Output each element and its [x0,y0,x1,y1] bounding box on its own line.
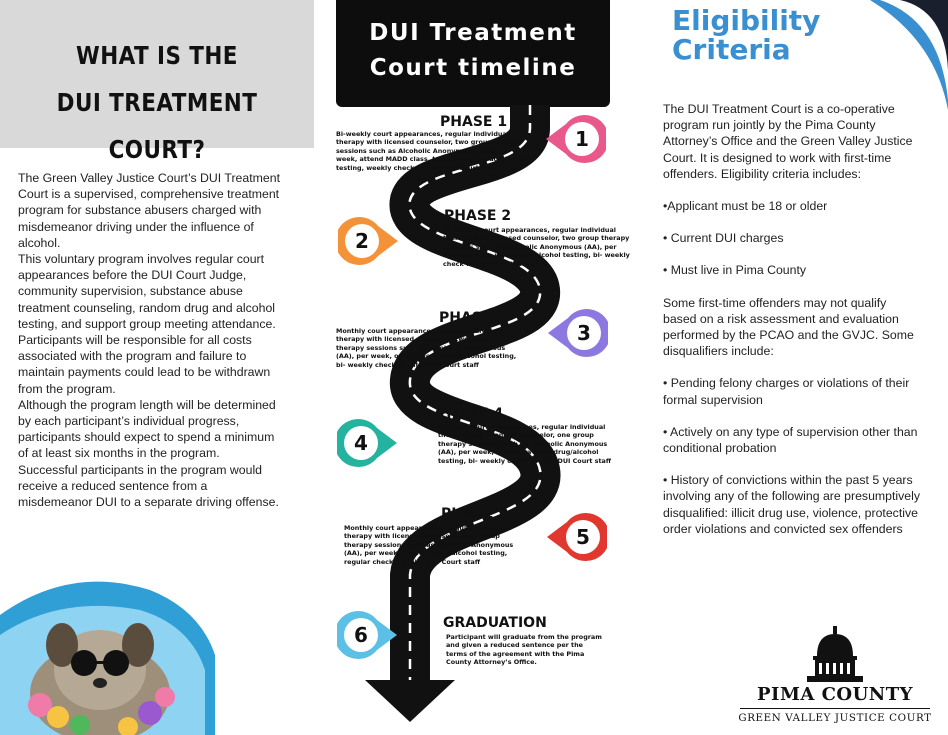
phase-5-title: PHASE 5 [441,506,509,522]
phase-1-marker-icon [544,112,606,166]
left-paragraph: Participants will be responsible for all costs associated with the program and failure to maintain payments could lead to be withdrawn from the program. [18,333,271,396]
timeline-title-line2: Court timeline [369,55,577,81]
phase-2-number: 2 [355,229,369,253]
corner-decoration [860,0,948,110]
phase-3-marker-icon [546,306,608,360]
left-paragraph: Successful participants in the program would receive a reduced sentence from a misdemeanor DUI to a separate driving offense. [18,462,279,510]
left-paragraph: Although the program length will be determined by each participant’s individual progress, participants should expect to spend a minimum of at least six months in the program. [18,397,276,461]
phase-3-number: 3 [577,321,591,345]
phase-3-description: Monthly court appearances, regular individual therapy with licensed counselor, two group therapy sessions such as Alcoholic Anonymous (AA), per week, once a week drug/alcohol testing, bi- weekly check-in with DUI Court staff [336,327,517,369]
left-paragraph: The Green Valley Justice Court’s DUI Treatment Court is a supervised, comprehensive treatment program for substance abusers charged with misdemeanor driving under the influence of alcohol. [18,171,280,250]
eligibility-paragraph: The DUI Treatment Court is a co-operative program run jointly by the Pima County Attorney’s Office and the Green Valley Justice Court. It is designed to work with first-time offenders. Eligibility criteria includes: [663,102,913,181]
disqualifier-intro: Some first-time offenders may not qualify based on a risk assessment and evaluation performed by the PCAO and the GVJC. Some disqualifiers include: [663,295,914,359]
eligibility-title-line1: Eligibility [672,4,821,37]
left-heading-line2: DUI TREATMENT COURT? [56,88,258,164]
courthouse-dome-icon [805,626,865,684]
phase-3-title: PHASE 3 [439,310,507,326]
phase-5-marker-icon [545,510,607,564]
phase-2-marker-icon [338,214,400,268]
eligibility-title [672,6,820,64]
phase-4-title: PHASE 4 [436,406,504,422]
disqualifier-item: • Pending felony charges or violations of their formal supervision [663,376,910,407]
eligibility-item: • Must live in Pima County [663,263,807,278]
phase-1-description: Bi-weekly court appearances, regular individual therapy with licensed counselor, two group therapy sessions such as Alcoholic Anonymous (AA), per week, attend MADD class, twice a week drug/alcohol testing, weekly check-in with DUI Court staff [336,130,527,172]
phase-2-title: PHASE 2 [444,208,512,224]
left-paragraph: This voluntary program involves regular court appearances before the DUI Court Judge, community supervision, substance abuse treatment counseling, random drug and alcohol testing, and support group meeting attendance. [18,252,276,331]
eligibility-item: •Applicant must be 18 or older [663,199,828,214]
timeline-title-line1: DUI Treatment [369,20,577,46]
graduation-number: 6 [354,623,368,647]
phase-5-description: Monthly court appearances, regular individual therapy with licensed counselor, one group therapy sessions such as Alcoholic Anonymous (AA), per week, random drug/alcohol testing, regular check-ins with DUI Court staff [344,524,514,566]
logo-divider [740,708,930,709]
phase-1-title: PHASE 1 [440,114,508,130]
phase-1-number: 1 [575,127,589,151]
graduation-marker-icon [337,608,399,662]
eligibility-body [663,101,923,553]
phase-4-description: Monthly court appearances, regular individual therapy with licensed counselor, one group therapy sessions such as Alcoholic Anonymous (AA), per week, random weekly drug/alcohol testing, bi- weekly check-in with DUI Court staff [438,423,612,465]
phase-2-description: Bi-weekly court appearances, regular individual therapy with licensed counselor, two group therapy sessions such as Alcoholic Anonymous (AA), per week, twice a week drug/alcohol testing, bi- weekly check-in with DUI Court staff [443,226,630,268]
disqualifier-item: • Actively on any type of supervision other than conditional probation [663,424,918,456]
disqualifier-item: • History of convictions within the past 5 years involving any of the following are presumptively disqualified: illicit drug use, violence, protective order violations and convicted sex offenders [663,473,921,536]
phase-5-number: 5 [576,525,590,549]
eligibility-item: • Current DUI charges [663,231,784,246]
phase-4-number: 4 [354,431,368,455]
left-heading-line1: WHAT IS THE [76,41,238,70]
graduation-description: Participant will graduate from the program and given a reduced sentence per the terms of the agreement with the Pima County Attorney’s Office. [446,633,602,667]
phase-4-marker-icon [337,416,399,470]
graduation-title: GRADUATION [443,615,547,631]
eligibility-title-line2: Criteria [672,33,791,66]
logo-court-name: GREEN VALLEY JUSTICE COURT [738,712,932,724]
logo-county-name: PIMA COUNTY [756,684,913,705]
pima-county-logo [730,626,940,730]
